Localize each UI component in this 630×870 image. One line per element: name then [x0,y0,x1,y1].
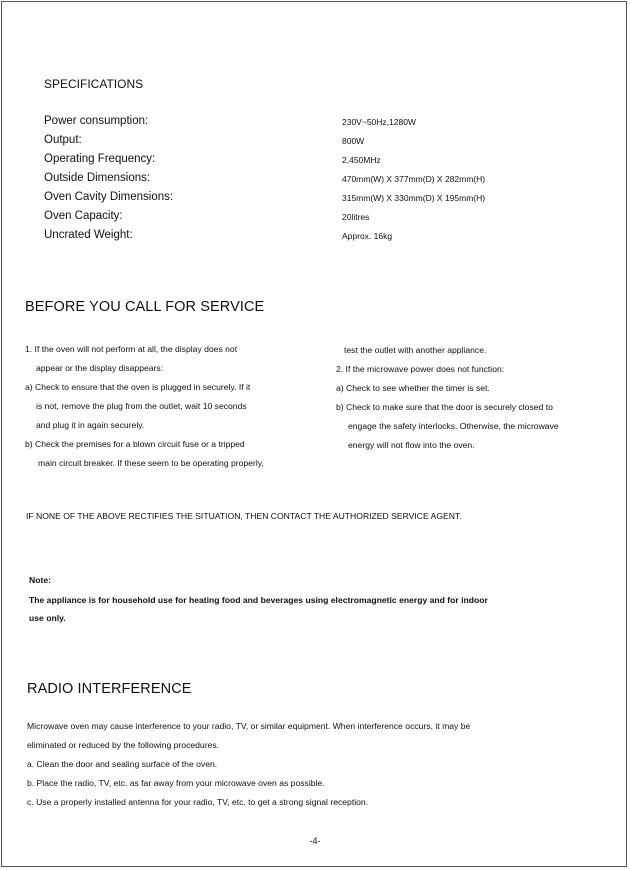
spec-row-output [44,134,584,153]
spec-label: Output: [44,134,82,146]
spec-value: 470mm(W) X 377mm(D) X 282mm(H) [342,174,486,184]
service-left-line: is not, remove the plug from the outlet, wait 10 seconds [36,401,247,411]
service-right-line: b) Check to make sure that the door is securely closed to [336,402,553,412]
spec-label: Power consumption: [44,115,149,127]
spec-row-capacity [44,210,584,229]
service-right-line: 2. If the microwave power does not function: [336,364,505,374]
spec-row-weight [44,229,584,248]
service-right-line: energy will not flow into the oven. [348,440,475,450]
spec-label: Operating Frequency: [44,153,156,165]
spec-value: 20litres [342,212,370,222]
spec-label: Oven Capacity: [44,210,123,222]
radio-line: c. Use a properly installed antenna for your radio, TV, etc. to get a strong signal reception. [27,797,369,807]
spec-label: Outside Dimensions: [44,172,151,184]
spec-row-power [44,115,584,134]
service-left-line: appear or the display disappears: [36,363,164,373]
radio-line: eliminated or reduced by the following procedures. [27,740,220,750]
service-right-line: engage the safety interlocks. Otherwise, the microwave [348,421,559,431]
radio-line: Microwave oven may cause interference to your radio, TV, or similar equipment. When interference occurs, it may be [27,721,471,731]
service-right-line: test the outlet with another appliance. [344,345,487,355]
spec-row-outside-dimensions [44,172,584,191]
spec-label: Oven Cavity Dimensions: [44,191,174,203]
service-left-line: 1. If the oven will not perform at all, the display does not [25,344,238,354]
note-text: The appliance is for household use for heating food and beverages using electromagnetic energy and for indoor [29,595,488,605]
spec-label: Uncrated Weight: [44,229,133,241]
radio-line: a. Clean the door and sealing surface of the oven. [27,759,218,769]
service-left-line: main circuit breaker. If these seem to be operating properly, [38,458,264,468]
specifications-heading: SPECIFICATIONS [44,77,144,91]
page-number: -4- [309,836,321,846]
service-callout: IF NONE OF THE ABOVE RECTIFIES THE SITUATION, THEN CONTACT THE AUTHORIZED SERVICE AGENT. [26,511,462,521]
spec-value: 315mm(W) X 330mm(D) X 195mm(H) [342,193,486,203]
spec-value: 800W [342,136,365,146]
spec-value: 2,450MHz [342,155,381,165]
spec-value: 230V~50Hz,1280W [342,117,416,127]
manual-page [1,1,627,867]
service-heading: BEFORE YOU CALL FOR SERVICE [25,299,265,315]
note-label: Note: [29,575,51,585]
spec-value: Approx. 16kg [342,231,393,241]
service-right-line: a) Check to see whether the timer is set. [336,383,490,393]
service-left-line: b) Check the premises for a blown circuit fuse or a tripped [25,439,245,449]
service-left-line: a) Check to ensure that the oven is plugged in securely. If it [25,382,251,392]
spec-row-frequency [44,153,584,172]
note-text: use only. [29,613,66,623]
radio-line: b. Place the radio, TV, etc. as far away from your microwave oven as possible. [27,778,325,788]
service-left-line: and plug it in again securely. [36,420,145,430]
spec-row-cavity-dimensions [44,191,584,210]
radio-heading: RADIO INTERFERENCE [27,681,192,697]
